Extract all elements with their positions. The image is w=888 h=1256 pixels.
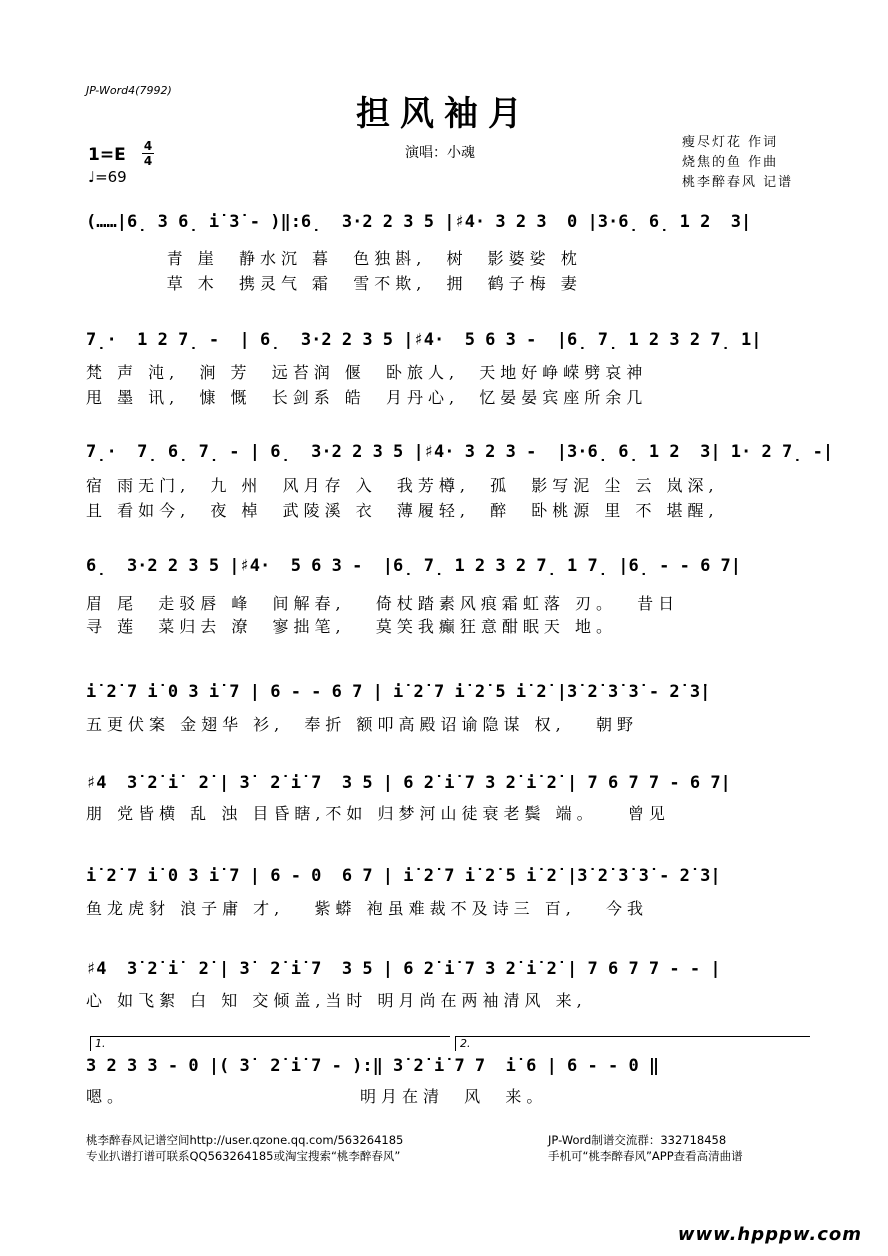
- notation-line-9: 3 2 3 3 - 0 |( 3̇ 2̇ i̇ 7 - ):‖ 3̇ 2̇ i̇ 7 7 i̇ 6 | 6 - - 0 ‖: [86, 1056, 660, 1076]
- lyrics-line-1b: 草 木 携灵气 霜 雪不欺, 拥 鹤子梅 妻: [86, 274, 582, 293]
- notation-line-3: 7̣· 7̣ 6̣ 7̣ - | 6̣ 3·2 2 3 5 |♯4· 3 2 3 - |3·6̣ 6̣ 1 2 3| 1· 2 7̣ -|: [86, 442, 834, 462]
- notation-line-8: ♯4 3̇ 2̇ i̇ 2̇ | 3̇ 2̇ i̇ 7 3 5 | 6 2̇ i̇ 7 3 2̇ i̇ 2̇ | 7 6 7 7 - - |: [86, 959, 721, 979]
- lyrics-line-8: 心 如飞絮 白 知 交倾盖,当时 明月尚在两袖清风 来,: [86, 991, 587, 1010]
- lyrics-line-3a: 宿 雨无门, 九 州 风月存 入 我芳樽, 孤 影写泥 尘 云 岚深,: [86, 476, 719, 495]
- lyrics-line-5: 五更伏案 金翅华 衫, 奉折 额叩高殿诏谕隐谋 权, 朝野: [86, 715, 638, 734]
- footer-right: [548, 1132, 743, 1164]
- lyrics-line-9: 嗯。 明月在清 风 来。: [86, 1087, 548, 1106]
- notation-line-1: (……|6̣ 3 6̣ i̇ 3̇ - )‖:6̣ 3·2 2 3 5 |♯4· 3 2 3 0 |3·6̣ 6̣ 1 2 3|: [86, 212, 752, 232]
- lyrics-line-4b: 寻 莲 菜归去 潦 寥拙笔, 莫笑我癫狂意酣眠天 地。: [86, 617, 617, 636]
- lyrics-line-6: 朋 党皆横 乱 浊 目昏瞎,不如 归梦河山徒衰老鬓 端。 曾见: [86, 804, 670, 823]
- lyrics-line-1a: 青 崖 静水沉 暮 色独斟, 树 影婆娑 枕: [86, 249, 582, 268]
- lyrics-line-2b: 甩 墨 讯, 慷 慨 长剑系 皓 月丹心, 忆晏晏宾座所余几: [86, 388, 648, 407]
- footer-left-line-1: 桃李醉春风记谱空间http://user.qzone.qq.com/563264185: [86, 1133, 404, 1147]
- notation-line-6: ♯4 3̇ 2̇ i̇ 2̇ | 3̇ 2̇ i̇ 7 3 5 | 6 2̇ i̇ 7 3 2̇ i̇ 2̇ | 7 6 7 7 - 6 7|: [86, 773, 731, 793]
- volta-second-ending: 2.: [455, 1036, 810, 1051]
- lyrics-line-4a: 眉 尾 走驳唇 峰 间解春, 倚杖踏素风痕霜虹落 刃。 昔日: [86, 594, 680, 613]
- notation-line-7: i̇ 2̇ 7 i̇ 0 3 i̇ 7 | 6 - 0 6 7 | i̇ 2̇ 7 i̇ 2̇ 5 i̇ 2̇ |3̇ 2̇ 3̇ 3̇ - 2̇ 3̇|: [86, 866, 721, 886]
- notation-line-2: 7̣· 1 2 7̣ - | 6̣ 3·2 2 3 5 |♯4· 5 6 3 - |6̣ 7̣ 1 2 3 2 7̣ 1|: [86, 330, 762, 350]
- lyricist: 瘦尽灯花 作词: [682, 135, 779, 150]
- lyrics-line-3b: 且 看如今, 夜 棹 武陵溪 衣 薄履轻, 醉 卧桃源 里 不 堪醒,: [86, 501, 719, 520]
- singer: 演唱：小魂: [405, 145, 475, 161]
- song-title: 担风袖月: [356, 94, 532, 134]
- credits: [682, 133, 793, 193]
- footer-left-line-2: 专业扒谱打谱可联系QQ563264185或淘宝搜索“桃李醉春风”: [86, 1149, 401, 1163]
- site-watermark: www.hpppw.com: [677, 1224, 862, 1245]
- transcriber: 桃李醉春风 记谱: [682, 175, 794, 190]
- lyrics-line-7: 鱼龙虎豺 浪子庸 才, 紫蟒 袍虽难裁不及诗三 百, 今我: [86, 899, 649, 918]
- composer: 烧焦的鱼 作曲: [682, 155, 779, 170]
- footer-right-line-2: 手机可“桃李醉春风”APP查看高清曲谱: [548, 1149, 743, 1163]
- notation-line-4: 6̣ 3·2 2 3 5 |♯4· 5 6 3 - |6̣ 7̣ 1 2 3 2 7̣ 1 7̣ |6̣ - - 6 7|: [86, 556, 742, 576]
- tempo-mark: ♩=69: [88, 168, 127, 186]
- time-signature: [142, 140, 154, 167]
- footer-left: [86, 1132, 403, 1164]
- key-signature: 1=E: [88, 145, 126, 165]
- app-id: JP-Word4(7992): [86, 84, 172, 97]
- time-sig-bottom: 4: [143, 154, 153, 168]
- volta-first-ending: 1.: [90, 1036, 450, 1051]
- time-sig-top: 4: [143, 139, 153, 153]
- footer-right-line-1: JP-Word制谱交流群：332718458: [548, 1133, 727, 1147]
- notation-line-5: i̇ 2̇ 7 i̇ 0 3 i̇ 7 | 6 - - 6 7 | i̇ 2̇ 7 i̇ 2̇ 5 i̇ 2̇ |3̇ 2̇ 3̇ 3̇ - 2̇ 3̇|: [86, 682, 711, 702]
- lyrics-line-2a: 梵 声 沌, 涧 芳 远苔润 偃 卧旅人, 天地好峥嵘劈哀神: [86, 363, 648, 382]
